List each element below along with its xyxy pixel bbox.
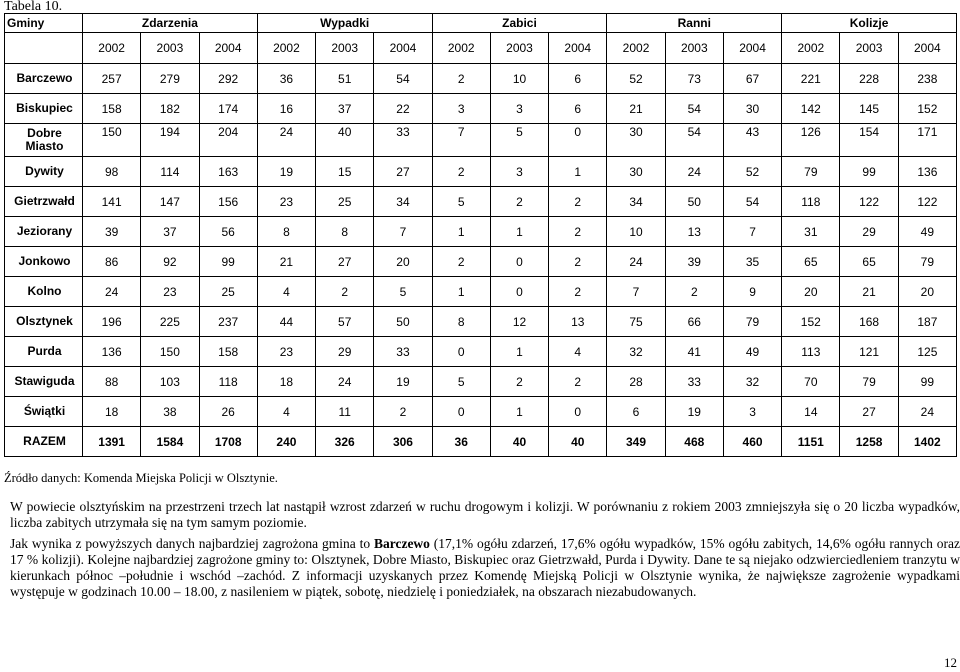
table-cell: 2: [665, 277, 723, 307]
table-cell: 136: [898, 157, 956, 187]
table-cell: 54: [723, 187, 781, 217]
table-cell: 13: [665, 217, 723, 247]
highlighted-gmina: Barczewo: [373, 536, 430, 551]
table-cell: 5: [374, 277, 432, 307]
table-cell: 118: [199, 367, 257, 397]
table-cell: 20: [782, 277, 840, 307]
table-cell: 27: [374, 157, 432, 187]
table-cell: 5: [432, 187, 490, 217]
table-cell: 70: [782, 367, 840, 397]
table-cell: 57: [316, 307, 374, 337]
table-cell: 11: [316, 397, 374, 427]
table-row: [5, 94, 957, 124]
table-row: [5, 367, 957, 397]
table-cell: 460: [723, 427, 781, 457]
table-cell: 30: [607, 124, 665, 157]
table-cell: 33: [374, 124, 432, 157]
table-row: [5, 307, 957, 337]
empty-header-cell: [5, 33, 83, 64]
table-row: [5, 427, 957, 457]
data-source-note: Źródło danych: Komenda Miejska Policji w Olsztynie.: [4, 471, 278, 485]
table-cell: 1: [549, 157, 607, 187]
table-cell: 0: [549, 124, 607, 157]
gmina-name: Świątki: [5, 397, 83, 427]
table-cell: 25: [316, 187, 374, 217]
table-cell: 24: [665, 157, 723, 187]
table-cell: 2: [549, 217, 607, 247]
table-cell: 122: [898, 187, 956, 217]
table-cell: 24: [316, 367, 374, 397]
table-cell: 34: [374, 187, 432, 217]
paragraph-analysis: [10, 536, 960, 600]
table-cell: 114: [141, 157, 199, 187]
table-row: [5, 187, 957, 217]
table-cell: 221: [782, 64, 840, 94]
table-cell: 51: [316, 64, 374, 94]
table-cell: 238: [898, 64, 956, 94]
table-cell: 40: [490, 427, 548, 457]
table-cell: 1: [490, 397, 548, 427]
table-cell: 156: [199, 187, 257, 217]
table-cell: 3: [723, 397, 781, 427]
table-cell: 33: [665, 367, 723, 397]
table-cell: 67: [723, 64, 781, 94]
table-cell: 18: [83, 397, 141, 427]
table-cell: 99: [199, 247, 257, 277]
gmina-name: Gietrzwałd: [5, 187, 83, 217]
table-cell: 27: [316, 247, 374, 277]
gmina-name: Stawiguda: [5, 367, 83, 397]
table-cell: 122: [840, 187, 898, 217]
table-row: [5, 64, 957, 94]
gmina-name: Dobre Miasto: [5, 124, 83, 157]
table-cell: 21: [607, 94, 665, 124]
gmina-name: Olsztynek: [5, 307, 83, 337]
table-cell: 228: [840, 64, 898, 94]
table-cell: 1258: [840, 427, 898, 457]
table-cell: 150: [83, 124, 141, 157]
year-header: 2003: [141, 33, 199, 64]
table-cell: 1: [432, 277, 490, 307]
table-cell: 19: [257, 157, 315, 187]
table-cell: 79: [840, 367, 898, 397]
table-cell: 30: [607, 157, 665, 187]
table-cell: 29: [840, 217, 898, 247]
table-cell: 34: [607, 187, 665, 217]
year-header: 2004: [374, 33, 432, 64]
accident-statistics-table: [4, 13, 957, 457]
year-header: 2004: [549, 33, 607, 64]
table-cell: 1: [490, 217, 548, 247]
year-header: 2003: [665, 33, 723, 64]
table-cell: 54: [374, 64, 432, 94]
table-cell: 5: [432, 367, 490, 397]
table-cell: 8: [432, 307, 490, 337]
table-cell: 10: [490, 64, 548, 94]
table-cell: 0: [490, 277, 548, 307]
table-cell: 121: [840, 337, 898, 367]
gmina-name: Purda: [5, 337, 83, 367]
table-cell: 35: [723, 247, 781, 277]
table-cell: 194: [141, 124, 199, 157]
table-cell: 56: [199, 217, 257, 247]
table-cell: 150: [141, 337, 199, 367]
table-row: [5, 397, 957, 427]
table-cell: 50: [374, 307, 432, 337]
table-cell: 10: [607, 217, 665, 247]
table-cell: 24: [607, 247, 665, 277]
table-cell: 5: [490, 124, 548, 157]
table-cell: 27: [840, 397, 898, 427]
group-header: Ranni: [607, 14, 782, 33]
table-cell: 6: [607, 397, 665, 427]
table-row: [5, 337, 957, 367]
table-cell: 66: [665, 307, 723, 337]
table-cell: 16: [257, 94, 315, 124]
table-cell: 29: [316, 337, 374, 367]
gmina-name: RAZEM: [5, 427, 83, 457]
table-cell: 65: [840, 247, 898, 277]
gmina-name: Dywity: [5, 157, 83, 187]
table-cell: 2: [432, 157, 490, 187]
table-cell: 7: [607, 277, 665, 307]
table-cell: 4: [549, 337, 607, 367]
table-cell: 168: [840, 307, 898, 337]
gmina-name: Kolno: [5, 277, 83, 307]
table-cell: 182: [141, 94, 199, 124]
table-cell: 154: [840, 124, 898, 157]
table-cell: 23: [257, 187, 315, 217]
table-cell: 99: [840, 157, 898, 187]
table-cell: 1391: [83, 427, 141, 457]
table-cell: 257: [83, 64, 141, 94]
table-cell: 240: [257, 427, 315, 457]
table-cell: 40: [549, 427, 607, 457]
table-cell: 163: [199, 157, 257, 187]
year-header: 2003: [490, 33, 548, 64]
group-header: Zdarzenia: [83, 14, 258, 33]
gmina-name: Jeziorany: [5, 217, 83, 247]
table-cell: 65: [782, 247, 840, 277]
year-header: 2004: [723, 33, 781, 64]
table-cell: 2: [549, 277, 607, 307]
table-cell: 86: [83, 247, 141, 277]
table-cell: 2: [490, 187, 548, 217]
table-cell: 1402: [898, 427, 956, 457]
paragraph-summary: W powiecie olsztyńskim na przestrzeni trzech lat nastąpił wzrost zdarzeń w ruchu drogowym i kolizji. W porównaniu z rokiem 2003 zmniejszyła się o 20 liczba wypadków, liczba zabitych utrzymała się na tym samym poziomie.: [10, 499, 960, 530]
table-cell: 2: [549, 247, 607, 277]
table-cell: 14: [782, 397, 840, 427]
table-cell: 6: [549, 64, 607, 94]
table-cell: 24: [898, 397, 956, 427]
table-cell: 36: [432, 427, 490, 457]
table-cell: 12: [490, 307, 548, 337]
table-cell: 15: [316, 157, 374, 187]
table-cell: 88: [83, 367, 141, 397]
table-cell: 2: [490, 367, 548, 397]
table-cell: 158: [199, 337, 257, 367]
table-cell: 0: [432, 397, 490, 427]
table-cell: 125: [898, 337, 956, 367]
table-cell: 30: [723, 94, 781, 124]
table-cell: 196: [83, 307, 141, 337]
table-cell: 171: [898, 124, 956, 157]
table-cell: 19: [374, 367, 432, 397]
table-cell: 92: [141, 247, 199, 277]
table-cell: 19: [665, 397, 723, 427]
table-cell: 7: [374, 217, 432, 247]
gmina-name: Jonkowo: [5, 247, 83, 277]
table-cell: 0: [549, 397, 607, 427]
table-cell: 152: [898, 94, 956, 124]
table-cell: 9: [723, 277, 781, 307]
table-cell: 6: [549, 94, 607, 124]
year-header: 2002: [607, 33, 665, 64]
table-cell: 40: [316, 124, 374, 157]
year-header: 2002: [782, 33, 840, 64]
table-cell: 158: [83, 94, 141, 124]
table-cell: 187: [898, 307, 956, 337]
table-cell: 24: [257, 124, 315, 157]
table-cell: 18: [257, 367, 315, 397]
table-cell: 7: [723, 217, 781, 247]
table-cell: 1: [432, 217, 490, 247]
table-cell: 79: [898, 247, 956, 277]
table-body: [5, 64, 957, 457]
table-cell: 20: [898, 277, 956, 307]
table-cell: 0: [490, 247, 548, 277]
table-cell: 2: [374, 397, 432, 427]
table-cell: 20: [374, 247, 432, 277]
table-cell: 0: [432, 337, 490, 367]
table-cell: 8: [316, 217, 374, 247]
table-cell: 103: [141, 367, 199, 397]
year-header: 2004: [199, 33, 257, 64]
table-cell: 73: [665, 64, 723, 94]
table-cell: 52: [723, 157, 781, 187]
table-cell: 22: [374, 94, 432, 124]
table-cell: 23: [141, 277, 199, 307]
year-header: 2004: [898, 33, 956, 64]
table-cell: 147: [141, 187, 199, 217]
table-cell: 326: [316, 427, 374, 457]
table-cell: 28: [607, 367, 665, 397]
table-cell: 21: [840, 277, 898, 307]
table-cell: 37: [141, 217, 199, 247]
table-cell: 2: [549, 367, 607, 397]
table-cell: 37: [316, 94, 374, 124]
year-header: 2003: [840, 33, 898, 64]
table-row: [5, 217, 957, 247]
table-row: [5, 247, 957, 277]
year-header: 2002: [257, 33, 315, 64]
table-cell: 145: [840, 94, 898, 124]
paragraph-text: (17,1% ogółu zdarzeń, 17,6% ogółu wypadków, 15% ogółu zabitych, 14,6% ogółu rannych oraz 17 % kolizji). Kolejne najbardziej zagrożone gminy to: Olsztynek, Dobre Miasto, Biskupiec oraz Gietrzwałd, Purda i Dywity. Dane te są niejako odzwierciedleniem tranzytu w kierunkach północ –południe i wschód –zachód. Z informacji uzyskanych przez Komendę Miejską Policji w Olsztynie wynika, że największe zagrożenie wypadkami występuje w godzinach 10.00 – 18.00, z nasileniem w piątek, sobotę, niedzielę i poniedziałek, na obszarach niezabudowanych.: [10, 536, 960, 599]
group-header: Kolizje: [782, 14, 957, 33]
table-cell: 3: [432, 94, 490, 124]
table-cell: 1584: [141, 427, 199, 457]
gmina-name: Biskupiec: [5, 94, 83, 124]
gmina-name: Barczewo: [5, 64, 83, 94]
table-cell: 225: [141, 307, 199, 337]
year-header-row: [5, 33, 957, 64]
table-cell: 50: [665, 187, 723, 217]
table-cell: 1: [490, 337, 548, 367]
table-cell: 52: [607, 64, 665, 94]
column-header-gminy: Gminy: [5, 14, 83, 33]
table-cell: 26: [199, 397, 257, 427]
year-header: 2002: [432, 33, 490, 64]
table-cell: 2: [432, 247, 490, 277]
year-header: 2003: [316, 33, 374, 64]
table-cell: 141: [83, 187, 141, 217]
table-cell: 4: [257, 277, 315, 307]
table-cell: 41: [665, 337, 723, 367]
table-cell: 44: [257, 307, 315, 337]
table-cell: 1151: [782, 427, 840, 457]
table-cell: 237: [199, 307, 257, 337]
table-row: [5, 277, 957, 307]
table-cell: 25: [199, 277, 257, 307]
table-cell: 113: [782, 337, 840, 367]
table-cell: 2: [549, 187, 607, 217]
table-cell: 39: [665, 247, 723, 277]
table-cell: 204: [199, 124, 257, 157]
table-cell: 49: [723, 337, 781, 367]
table-cell: 39: [83, 217, 141, 247]
table-cell: 118: [782, 187, 840, 217]
table-cell: 1708: [199, 427, 257, 457]
table-cell: 33: [374, 337, 432, 367]
table-cell: 24: [83, 277, 141, 307]
table-cell: 4: [257, 397, 315, 427]
table-cell: 279: [141, 64, 199, 94]
table-cell: 32: [723, 367, 781, 397]
table-cell: 54: [665, 94, 723, 124]
table-caption: Tabela 10.: [4, 0, 63, 14]
table-cell: 49: [898, 217, 956, 247]
table-cell: 75: [607, 307, 665, 337]
table-cell: 38: [141, 397, 199, 427]
paragraph-text: Jak wynika z powyższych danych najbardziej zagrożona gmina to: [10, 536, 374, 551]
group-header-row: [5, 14, 957, 33]
table-cell: 3: [490, 157, 548, 187]
table-cell: 306: [374, 427, 432, 457]
table-cell: 292: [199, 64, 257, 94]
table-cell: 349: [607, 427, 665, 457]
table-cell: 23: [257, 337, 315, 367]
table-cell: 7: [432, 124, 490, 157]
table-cell: 2: [432, 64, 490, 94]
table-cell: 36: [257, 64, 315, 94]
table-cell: 79: [723, 307, 781, 337]
table-cell: 21: [257, 247, 315, 277]
table-cell: 142: [782, 94, 840, 124]
table-cell: 126: [782, 124, 840, 157]
table-cell: 43: [723, 124, 781, 157]
table-cell: 136: [83, 337, 141, 367]
table-cell: 8: [257, 217, 315, 247]
table-cell: 31: [782, 217, 840, 247]
table-cell: 13: [549, 307, 607, 337]
table-cell: 468: [665, 427, 723, 457]
table-cell: 152: [782, 307, 840, 337]
table-cell: 2: [316, 277, 374, 307]
table-row: [5, 157, 957, 187]
table-row: [5, 124, 957, 157]
group-header: Wypadki: [257, 14, 432, 33]
year-header: 2002: [83, 33, 141, 64]
table-cell: 79: [782, 157, 840, 187]
table-cell: 32: [607, 337, 665, 367]
table-cell: 54: [665, 124, 723, 157]
table-cell: 98: [83, 157, 141, 187]
table-cell: 3: [490, 94, 548, 124]
group-header: Zabici: [432, 14, 607, 33]
page-number: 12: [944, 655, 957, 670]
table-cell: 174: [199, 94, 257, 124]
table-cell: 99: [898, 367, 956, 397]
